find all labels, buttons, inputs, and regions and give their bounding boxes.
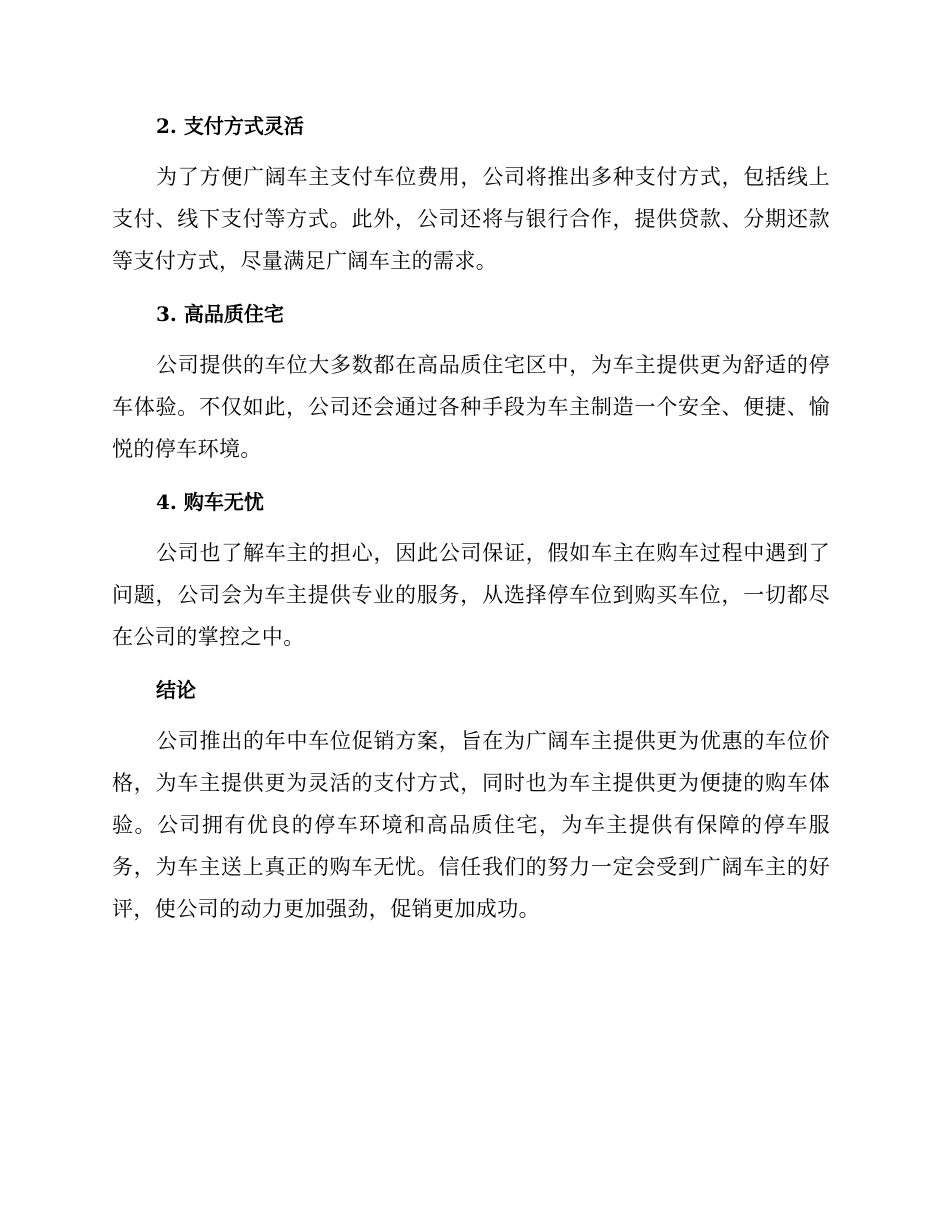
- section-heading-conclusion: 结论: [156, 678, 196, 702]
- section-paragraph-payment: 为了方便广阔车主支付车位费用，公司将推出多种支付方式，包括线上支付、线下支付等方式。此外，公司还将与银行合作，提供贷款、分期还款等支付方式，尽量满足广阔车主的需求。: [112, 165, 830, 273]
- section-paragraph-worry-free: 公司也了解车主的担心，因此公司保证，假如车主在购车过程中遇到了问题，公司会为车主提供专业的服务，从选择停车位到购买车位，一切都尽在公司的掌控之中。: [112, 541, 830, 649]
- section-heading-payment: 2. 支付方式灵活: [156, 114, 304, 138]
- section-heading-worry-free: 4. 购车无忧: [156, 490, 264, 514]
- section-paragraph-housing: 公司提供的车位大多数都在高品质住宅区中，为车主提供更为舒适的停车体验。不仅如此，公司还会通过各种手段为车主制造一个安全、便捷、愉悦的停车环境。: [112, 353, 830, 461]
- document-page: [112, 104, 830, 930]
- section-paragraph-conclusion: 公司推出的年中车位促销方案，旨在为广阔车主提供更为优惠的车位价格，为车主提供更为灵活的支付方式，同时也为车主提供更为便捷的购车体验。公司拥有优良的停车环境和高品质住宅，为车主提供有保障的停车服务，为车主送上真正的购车无忧。信任我们的努力一定会受到广阔车主的好评，使公司的动力更加强劲，促销更加成功。: [112, 729, 830, 921]
- section-heading-housing: 3. 高品质住宅: [156, 302, 284, 326]
